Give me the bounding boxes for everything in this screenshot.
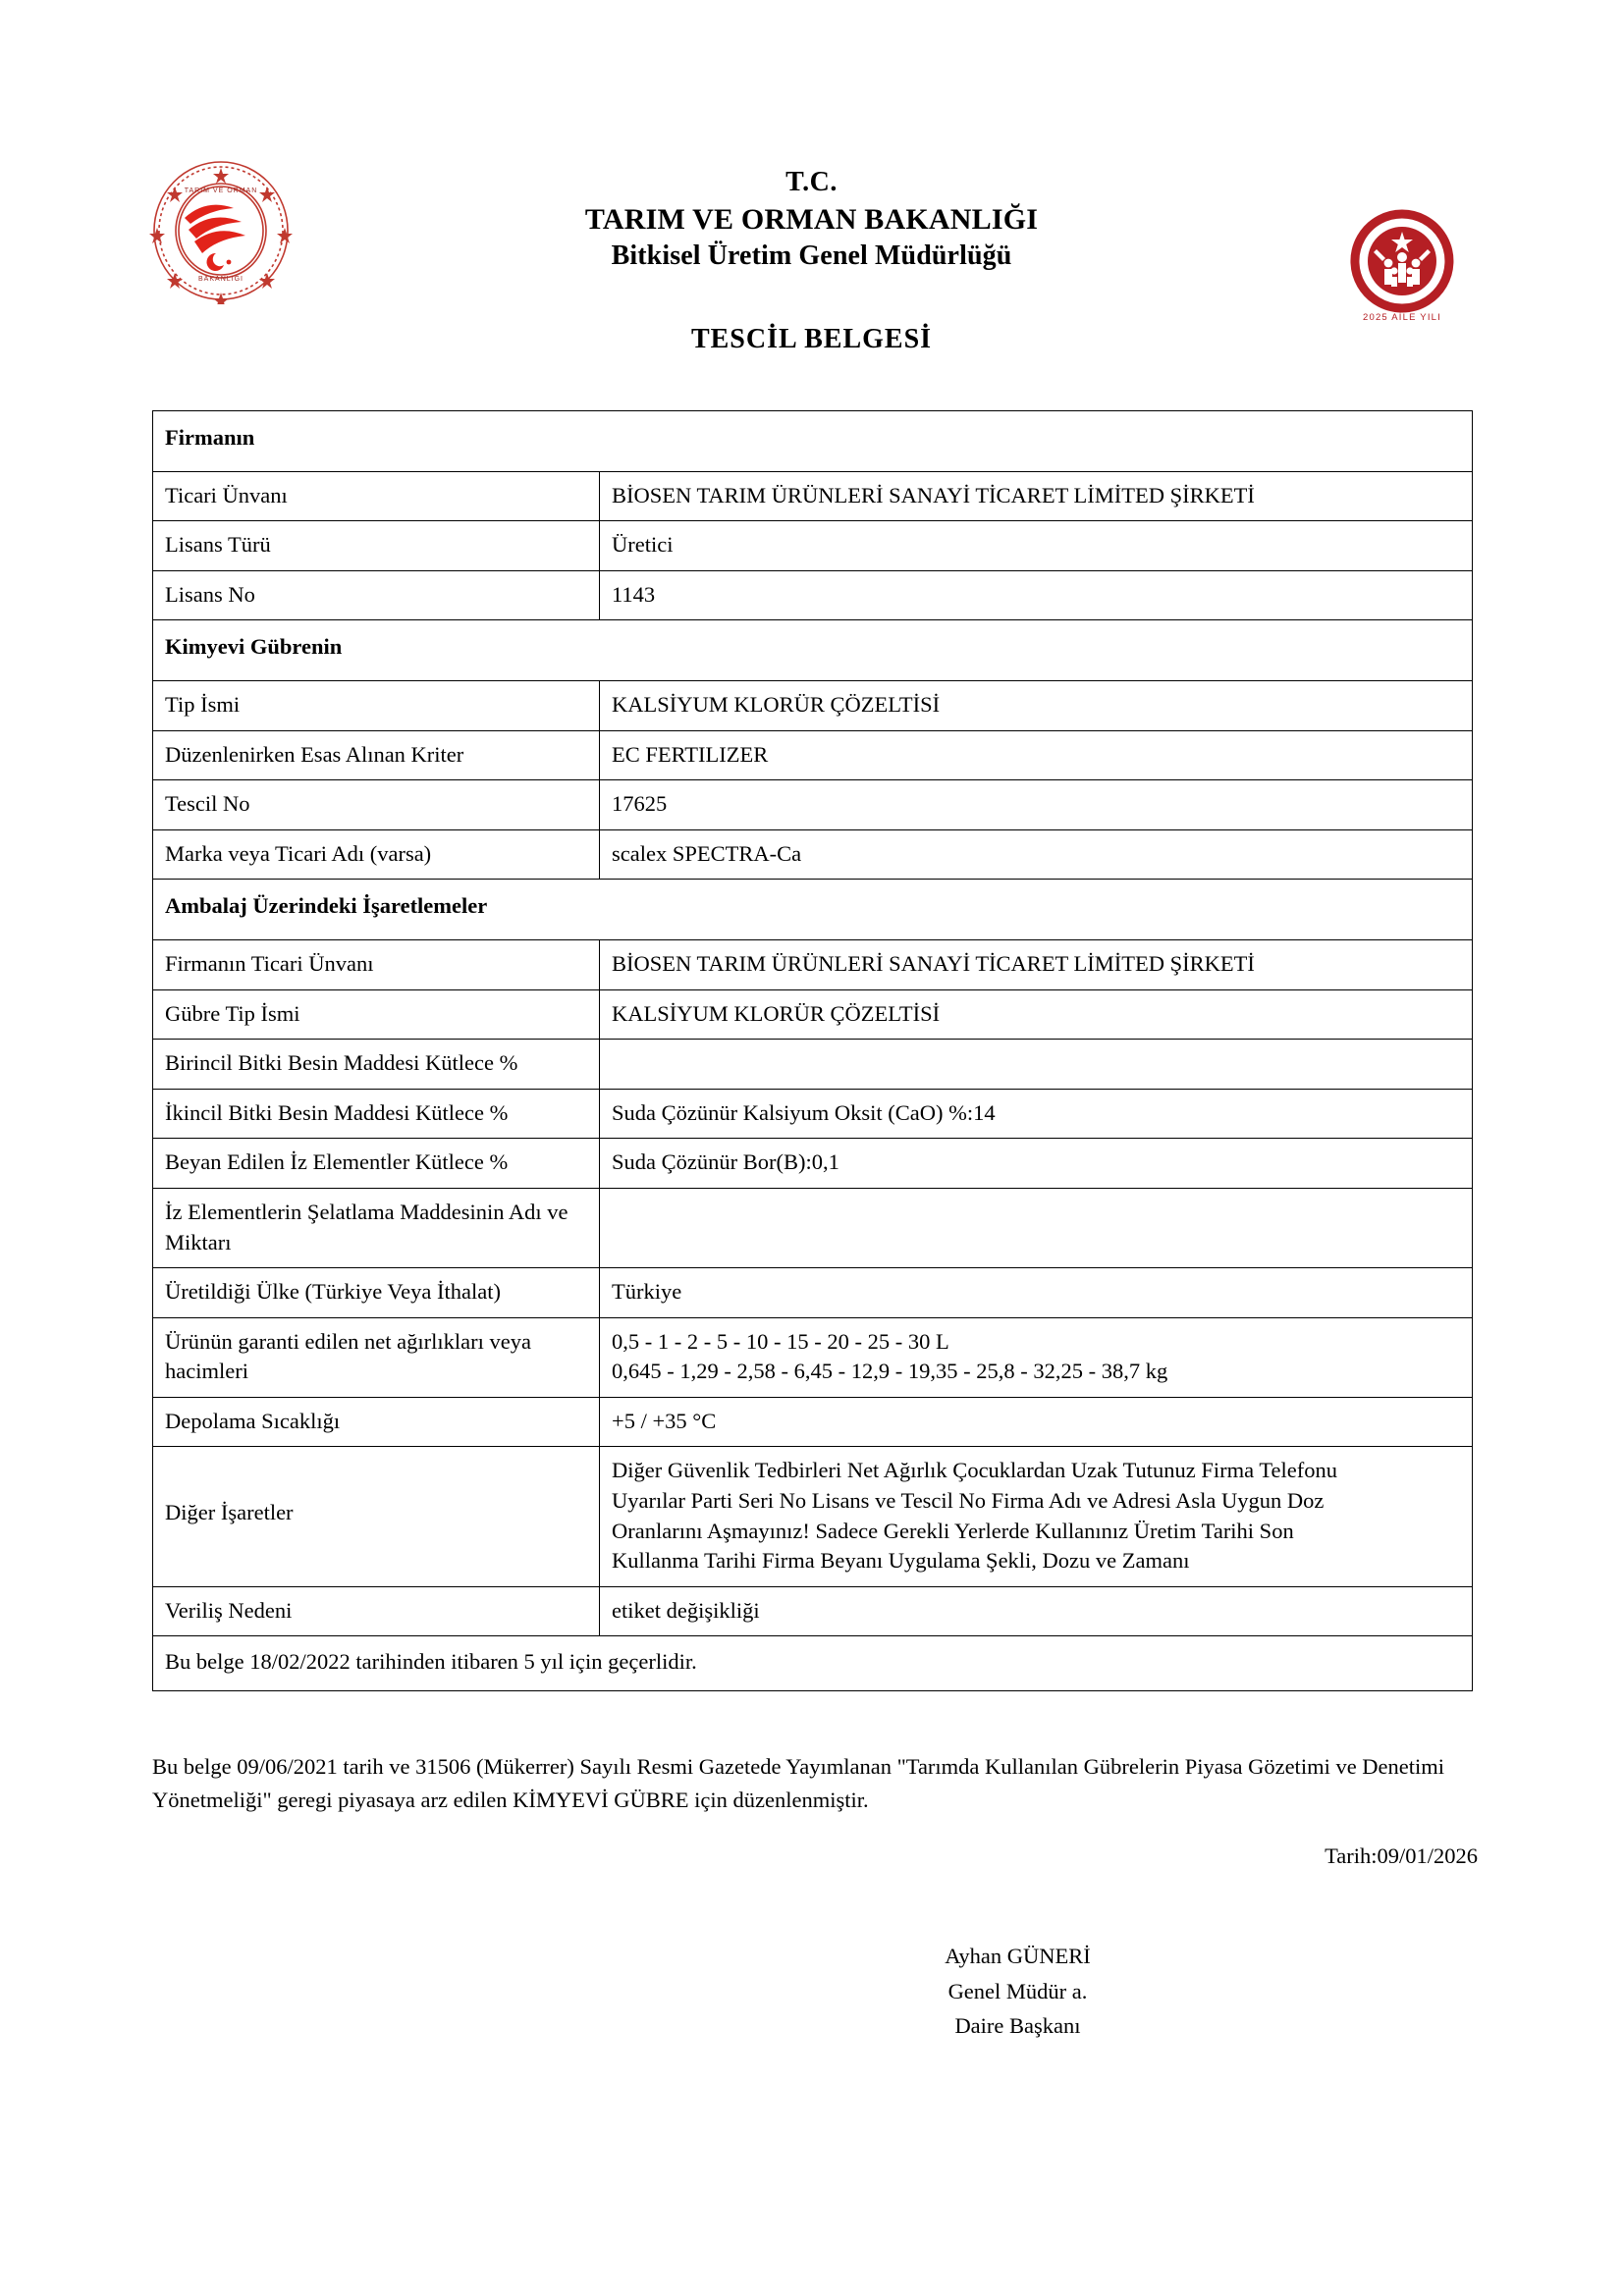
row-value-diger-isaretler	[600, 1447, 1473, 1586]
signatory-name: Ayhan GÜNERİ	[945, 1944, 1091, 1968]
row-value-ticari-unvani: BİOSEN TARIM ÜRÜNLERİ SANAYİ TİCARET LİMİTED ŞİRKETİ	[600, 471, 1473, 521]
row-label-net-agirlik: Ürünün garanti edilen net ağırlıkları veya hacimleri	[153, 1317, 600, 1397]
table-row	[153, 989, 1473, 1040]
table-row	[153, 780, 1473, 830]
row-value-depolama-sicakligi: +5 / +35 °C	[600, 1397, 1473, 1447]
table-row	[153, 1317, 1473, 1397]
legal-paragraph: Bu belge 09/06/2021 tarih ve 31506 (Mükerrer) Sayılı Resmi Gazetede Yayımlanan "Tarımda Kullanılan Gübrelerin Piyasa Gözetimi ve Denetimi Yönetmeliği" geregi piyasaya arz edilen KİMYEVİ GÜBRE için düzenlenmiştir.	[152, 1754, 1445, 1813]
row-value-kriter: EC FERTILIZER	[600, 730, 1473, 780]
header-line-directorate: Bitkisel Üretim Genel Müdürlüğü	[611, 240, 1012, 272]
row-value-net-agirlik	[600, 1317, 1473, 1397]
document-title: TESCİL BELGESİ	[690, 324, 933, 354]
signatory-title-2: Daire Başkanı	[954, 2013, 1081, 2039]
row-label-ikincil-besin: İkincil Bitki Besin Maddesi Kütlece %	[153, 1089, 600, 1139]
row-label-selatlama: İz Elementlerin Şelatlama Maddesinin Adı ve Miktarı	[153, 1188, 600, 1267]
row-value-firma-ticari-unvani: BİOSEN TARIM ÜRÜNLERİ SANAYİ TİCARET LİMİTED ŞİRKETİ	[600, 939, 1473, 989]
row-label-firma-ticari-unvani: Firmanın Ticari Ünvanı	[153, 939, 600, 989]
table-row	[153, 471, 1473, 521]
signature-block	[0, 1939, 1623, 2044]
table-row	[153, 1188, 1473, 1267]
row-label-depolama-sicakligi: Depolama Sıcaklığı	[153, 1397, 600, 1447]
table-row	[153, 680, 1473, 730]
row-label-kriter: Düzenlenirken Esas Alınan Kriter	[153, 730, 600, 780]
table-row-validity	[153, 1636, 1473, 1691]
signature-inner	[945, 1939, 1091, 2044]
section-heading-row	[153, 620, 1473, 681]
row-label-lisans-turu: Lisans Türü	[153, 521, 600, 571]
section-heading-kimyevi-gubrenin: Kimyevi Gübrenin	[153, 620, 1473, 681]
table-row	[153, 1447, 1473, 1586]
row-value-iz-elementler: Suda Çözünür Bor(B):0,1	[600, 1139, 1473, 1189]
emblem-caption: 2025 AİLE YILI	[1362, 312, 1442, 323]
section-heading-ambalaj: Ambalaj Üzerindeki İşaretlemeler	[153, 880, 1473, 940]
row-value-lisans-turu: Üretici	[600, 521, 1473, 571]
row-value-birincil-besin	[600, 1040, 1473, 1090]
issue-date: Tarih:09/01/2026	[1325, 1843, 1478, 1868]
svg-text:BAKANLIĞI: BAKANLIĞI	[198, 276, 243, 283]
row-value-selatlama	[600, 1188, 1473, 1267]
table-row	[153, 521, 1473, 571]
diger-isaretler-line-2: Uyarılar Parti Seri No Lisans ve Tescil No Firma Adı ve Adresi Asla Uygun Doz	[612, 1488, 1325, 1514]
row-label-marka: Marka veya Ticari Adı (varsa)	[153, 829, 600, 880]
row-value-tescil-no: 17625	[600, 780, 1473, 830]
table-row	[153, 1586, 1473, 1636]
row-label-gubre-tip-ismi: Gübre Tip İsmi	[153, 989, 600, 1040]
table-row	[153, 939, 1473, 989]
section-heading-firma: Firmanın	[153, 411, 1473, 472]
row-label-ticari-unvani: Ticari Ünvanı	[153, 471, 600, 521]
section-heading-row	[153, 880, 1473, 940]
row-value-verilis-nedeni: etiket değişikliği	[600, 1586, 1473, 1636]
header-line-ministry: TARIM VE ORMAN BAKANLIĞI	[584, 203, 1039, 237]
table-row	[153, 1040, 1473, 1090]
row-label-birincil-besin: Birincil Bitki Besin Maddesi Kütlece %	[153, 1040, 600, 1090]
row-value-gubre-tip-ismi: KALSİYUM KLORÜR ÇÖZELTİSİ	[600, 989, 1473, 1040]
table-row	[153, 829, 1473, 880]
diger-isaretler-line-1: Diğer Güvenlik Tedbirleri Net Ağırlık Çocuklardan Uzak Tutunuz Firma Telefonu	[612, 1458, 1338, 1483]
row-label-iz-elementler: Beyan Edilen İz Elementler Kütlece %	[153, 1139, 600, 1189]
row-label-verilis-nedeni: Veriliş Nedeni	[153, 1586, 600, 1636]
signatory-title-1: Genel Müdür a.	[947, 1978, 1088, 2003]
row-label-tescil-no: Tescil No	[153, 780, 600, 830]
header-line-republic: T.C.	[785, 167, 838, 197]
row-value-lisans-no: 1143	[600, 570, 1473, 620]
table-row	[153, 1139, 1473, 1189]
row-value-uretildigi-ulke: Türkiye	[600, 1268, 1473, 1318]
table-row	[153, 570, 1473, 620]
diger-isaretler-line-4: Kullanma Tarihi Firma Beyanı Uygulama Şekli, Dozu ve Zamanı	[612, 1548, 1190, 1574]
header-title-block	[0, 165, 1623, 275]
row-label-diger-isaretler: Diğer İşaretler	[153, 1447, 600, 1586]
row-label-lisans-no: Lisans No	[153, 570, 600, 620]
certificate-table-container	[152, 410, 1473, 1691]
section-heading-row	[153, 411, 1473, 472]
table-row	[153, 730, 1473, 780]
row-label-tip-ismi: Tip İsmi	[153, 680, 600, 730]
certificate-table	[152, 410, 1473, 1691]
net-agirlik-line-1: 0,5 - 1 - 2 - 5 - 10 - 15 - 20 - 25 - 30 L	[612, 1328, 949, 1354]
table-row	[153, 1397, 1473, 1447]
diger-isaretler-line-3: Oranlarını Aşmayınız! Sadece Gerekli Yerlerde Kullanınız Üretim Tarihi Son	[612, 1518, 1294, 1543]
validity-note: Bu belge 18/02/2022 tarihinden itibaren 5 yıl için geçerlidir.	[153, 1636, 1473, 1691]
svg-text:TARIM VE ORMAN: TARIM VE ORMAN	[184, 187, 258, 194]
net-agirlik-line-2: 0,645 - 1,29 - 2,58 - 6,45 - 12,9 - 19,35 - 25,8 - 32,25 - 38,7 kg	[612, 1359, 1168, 1384]
table-row	[153, 1268, 1473, 1318]
row-value-marka: scalex SPECTRA-Ca	[600, 829, 1473, 880]
row-value-tip-ismi: KALSİYUM KLORÜR ÇÖZELTİSİ	[600, 680, 1473, 730]
row-value-ikincil-besin: Suda Çözünür Kalsiyum Oksit (CaO) %:14	[600, 1089, 1473, 1139]
row-label-uretildigi-ulke: Üretildiği Ülke (Türkiye Veya İthalat)	[153, 1268, 600, 1318]
document-header	[0, 0, 1623, 354]
table-row	[153, 1089, 1473, 1139]
